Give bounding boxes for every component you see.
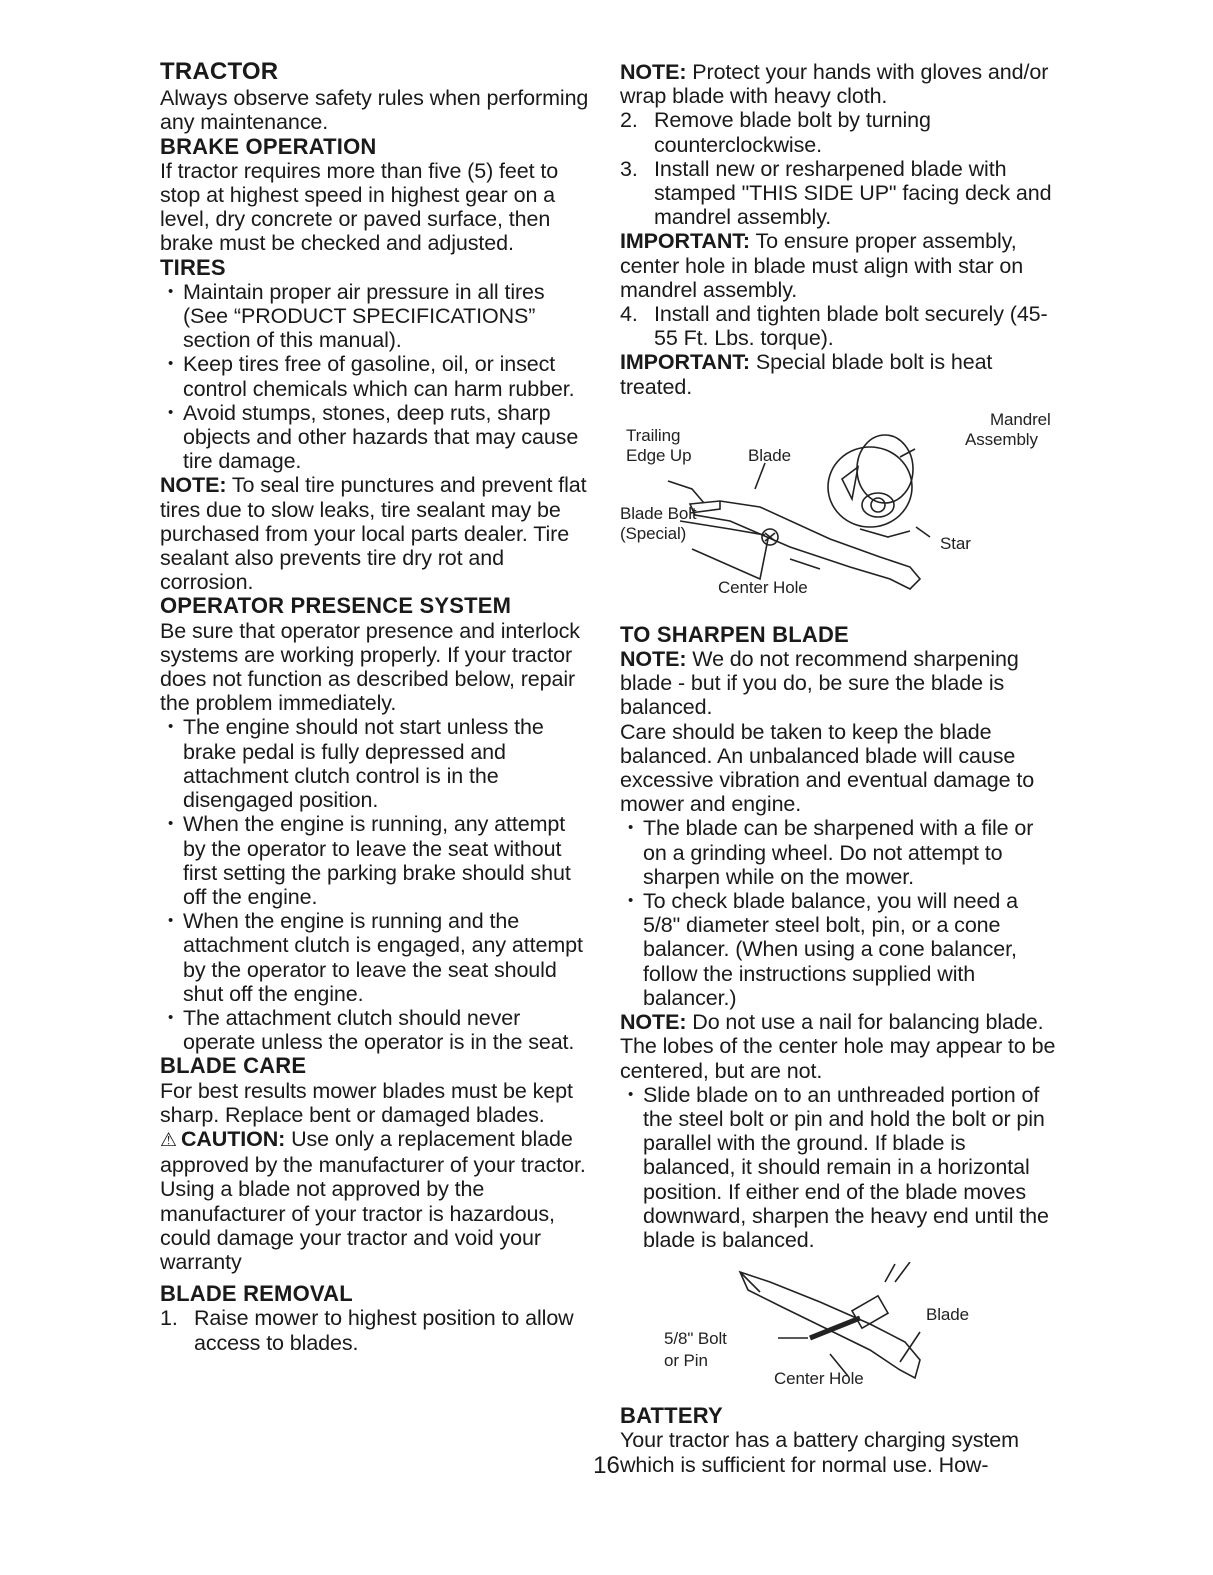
ops-text: Be sure that operator presence and interlock systems are working properly. If your tractor does not function as described below, repair the problem immediately. xyxy=(160,618,580,716)
important-label: IMPORTANT: xyxy=(620,229,750,254)
brake-heading: BRAKE OPERATION xyxy=(160,133,377,159)
step-text: Install new or resharpened blade with stamped "THIS SIDE UP" facing deck and mandrel assembly. xyxy=(654,156,1052,230)
removal-steps-list xyxy=(160,1306,590,1354)
list-item: • When the engine is running, any attempt by the operator to leave the seat without first setting the parking brake should shut off the engine. xyxy=(160,812,590,909)
caution-label: CAUTION: xyxy=(180,1126,286,1151)
ops-heading: OPERATOR PRESENCE SYSTEM xyxy=(160,593,512,619)
assembly-label: Assembly xyxy=(965,429,1038,449)
or-pin-label: or Pin xyxy=(664,1351,708,1371)
step-number: 4. xyxy=(620,302,638,327)
sharpen-heading: TO SHARPEN BLADE xyxy=(620,621,849,647)
tires-note xyxy=(160,473,590,594)
list-item: • Keep tires free of gasoline, oil, or insect control chemicals which can harm rubber. xyxy=(160,352,590,400)
right-column xyxy=(620,60,1060,1477)
warning-triangle-icon: ⚠ xyxy=(160,1129,177,1151)
tires-list xyxy=(160,280,590,474)
blade-shape xyxy=(690,501,920,589)
step-number: 2. xyxy=(620,108,638,133)
trailing-label: Trailing xyxy=(626,425,681,445)
note-label: NOTE: xyxy=(620,60,687,84)
brake-text: If tractor requires more than five (5) feet to stop at highest speed in highest gear on a level, dry concrete or paved surface, then brake must be checked and adjusted. xyxy=(160,158,559,256)
center-hole-label: Center Hole xyxy=(774,1369,864,1389)
left-column xyxy=(160,60,590,1355)
nail-note xyxy=(620,1010,1060,1083)
list-item: • When the engine is running and the attachment clutch is engaged, any attempt by the operator to leave the seat should shut off the engine. xyxy=(160,909,590,1006)
note-text: Do not use a nail for balancing blade. The lobes of the center hole may appear to be centered, but are not. xyxy=(620,1010,1056,1083)
blade-balance-figure xyxy=(620,1262,1060,1398)
list-item: • The blade can be sharpened with a file or on a grinding wheel. Do not attempt to sharpen while on the mower. xyxy=(620,816,1060,889)
step-text: Remove blade bolt by turning counterclockwise. xyxy=(654,108,931,157)
list-item xyxy=(620,108,1060,156)
bolt-shaft xyxy=(810,1318,860,1338)
list-item: • The attachment clutch should never operate unless the operator is in the seat. xyxy=(160,1006,590,1054)
list-item: • The engine should not start unless the brake pedal is fully depressed and attachment clutch control is in the disengaged position. xyxy=(160,715,590,812)
blade-removal-heading: BLADE REMOVAL xyxy=(160,1281,353,1307)
tractor-text: Always observe safety rules when performing any maintenance. xyxy=(160,86,589,135)
sharpen-note xyxy=(620,647,1060,720)
blade-label: Blade xyxy=(748,445,791,465)
important-label: IMPORTANT: xyxy=(620,350,750,375)
blade-shape xyxy=(740,1272,920,1378)
battery-heading: BATTERY xyxy=(620,1403,723,1429)
removal-steps-list-b xyxy=(620,302,1060,350)
edge-up-label: Edge Up xyxy=(626,445,692,465)
blade-assembly-figure xyxy=(620,409,1060,605)
battery-text: Your tractor has a battery charging system which is sufficient for normal use. How- xyxy=(620,1428,1019,1477)
note-text: Protect your hands with gloves and/or wrap blade with heavy cloth. xyxy=(620,60,1049,109)
blade-label: Blade xyxy=(926,1305,969,1325)
caution-paragraph xyxy=(160,1127,590,1274)
page-number: 16 xyxy=(593,1452,620,1479)
important-note-1 xyxy=(620,229,1060,302)
sharpen-text: Care should be taken to keep the blade balanced. An unbalanced blade will cause excessive vibration and eventual damage to mower and engine. xyxy=(620,719,1035,817)
list-item: • Maintain proper air pressure in all tires (See “PRODUCT SPECIFICATIONS” section of this manual). xyxy=(160,280,590,353)
note-label: NOTE: xyxy=(160,473,227,498)
blade-care-text: For best results mower blades must be kept sharp. Replace bent or damaged blades. xyxy=(160,1078,573,1127)
list-item xyxy=(620,302,1060,350)
step-number: 1. xyxy=(160,1306,178,1331)
list-item: • Slide blade on to an unthreaded portion of the steel bolt or pin and hold the bolt or pin parallel with the ground. If blade is balanced, it should remain in a horizontal position. If either end of the blade moves downward, sharpen the heavy end until the blade is balanced. xyxy=(620,1083,1060,1252)
mandrel-label: Mandrel xyxy=(990,409,1051,429)
special-label: (Special) xyxy=(620,523,687,543)
center-hole-label: Center Hole xyxy=(718,577,808,597)
important-text: Special blade bolt is heat treated. xyxy=(620,350,993,399)
bolt-label: 5/8" Bolt xyxy=(664,1329,727,1349)
step-text: Install and tighten blade bolt securely (45-55 Ft. Lbs. torque). xyxy=(654,302,1048,351)
caution-text: Use only a replacement blade approved by the manufacturer of your tractor. Using a blade not approved by the manufacturer of your tractor is hazardous, could damage your tractor and void your warranty xyxy=(160,1126,586,1274)
blade-care-heading: BLADE CARE xyxy=(160,1053,307,1079)
slide-list xyxy=(620,1083,1060,1252)
removal-steps-list-a xyxy=(620,108,1060,229)
tractor-heading: TRACTOR xyxy=(160,58,279,85)
tires-heading: TIRES xyxy=(160,254,226,280)
note-label: NOTE: xyxy=(620,1010,687,1035)
important-text: To ensure proper assembly, center hole in blade must align with star on mandrel assembly. xyxy=(620,229,1024,302)
note-text: To seal tire punctures and prevent flat tires due to slow leaks, tire sealant may be purchased from your local parts dealer. Tire sealant also prevents tire dry rot and corrosion. xyxy=(160,473,587,595)
step-number: 3. xyxy=(620,156,638,181)
list-item xyxy=(620,157,1060,230)
list-item: • Avoid stumps, stones, deep ruts, sharp objects and other hazards that may cause tire damage. xyxy=(160,401,590,474)
note-text: We do not recommend sharpening blade - but if you do, be sure the blade is balanced. xyxy=(620,647,1019,720)
blade-bolt-label: Blade Bolt xyxy=(620,503,697,523)
list-item xyxy=(160,1306,590,1354)
important-note-2 xyxy=(620,350,1060,398)
step-text: Raise mower to highest position to allow access to blades. xyxy=(194,1306,574,1355)
ops-list xyxy=(160,715,590,1054)
gloves-note xyxy=(620,60,1060,108)
list-item: • To check blade balance, you will need a 5/8" diameter steel bolt, pin, or a cone balancer. (When using a cone balancer, follow the instructions supplied with balancer.) xyxy=(620,889,1060,1010)
star-label: Star xyxy=(940,533,971,553)
sharpen-list xyxy=(620,816,1060,1010)
note-label: NOTE: xyxy=(620,647,687,672)
